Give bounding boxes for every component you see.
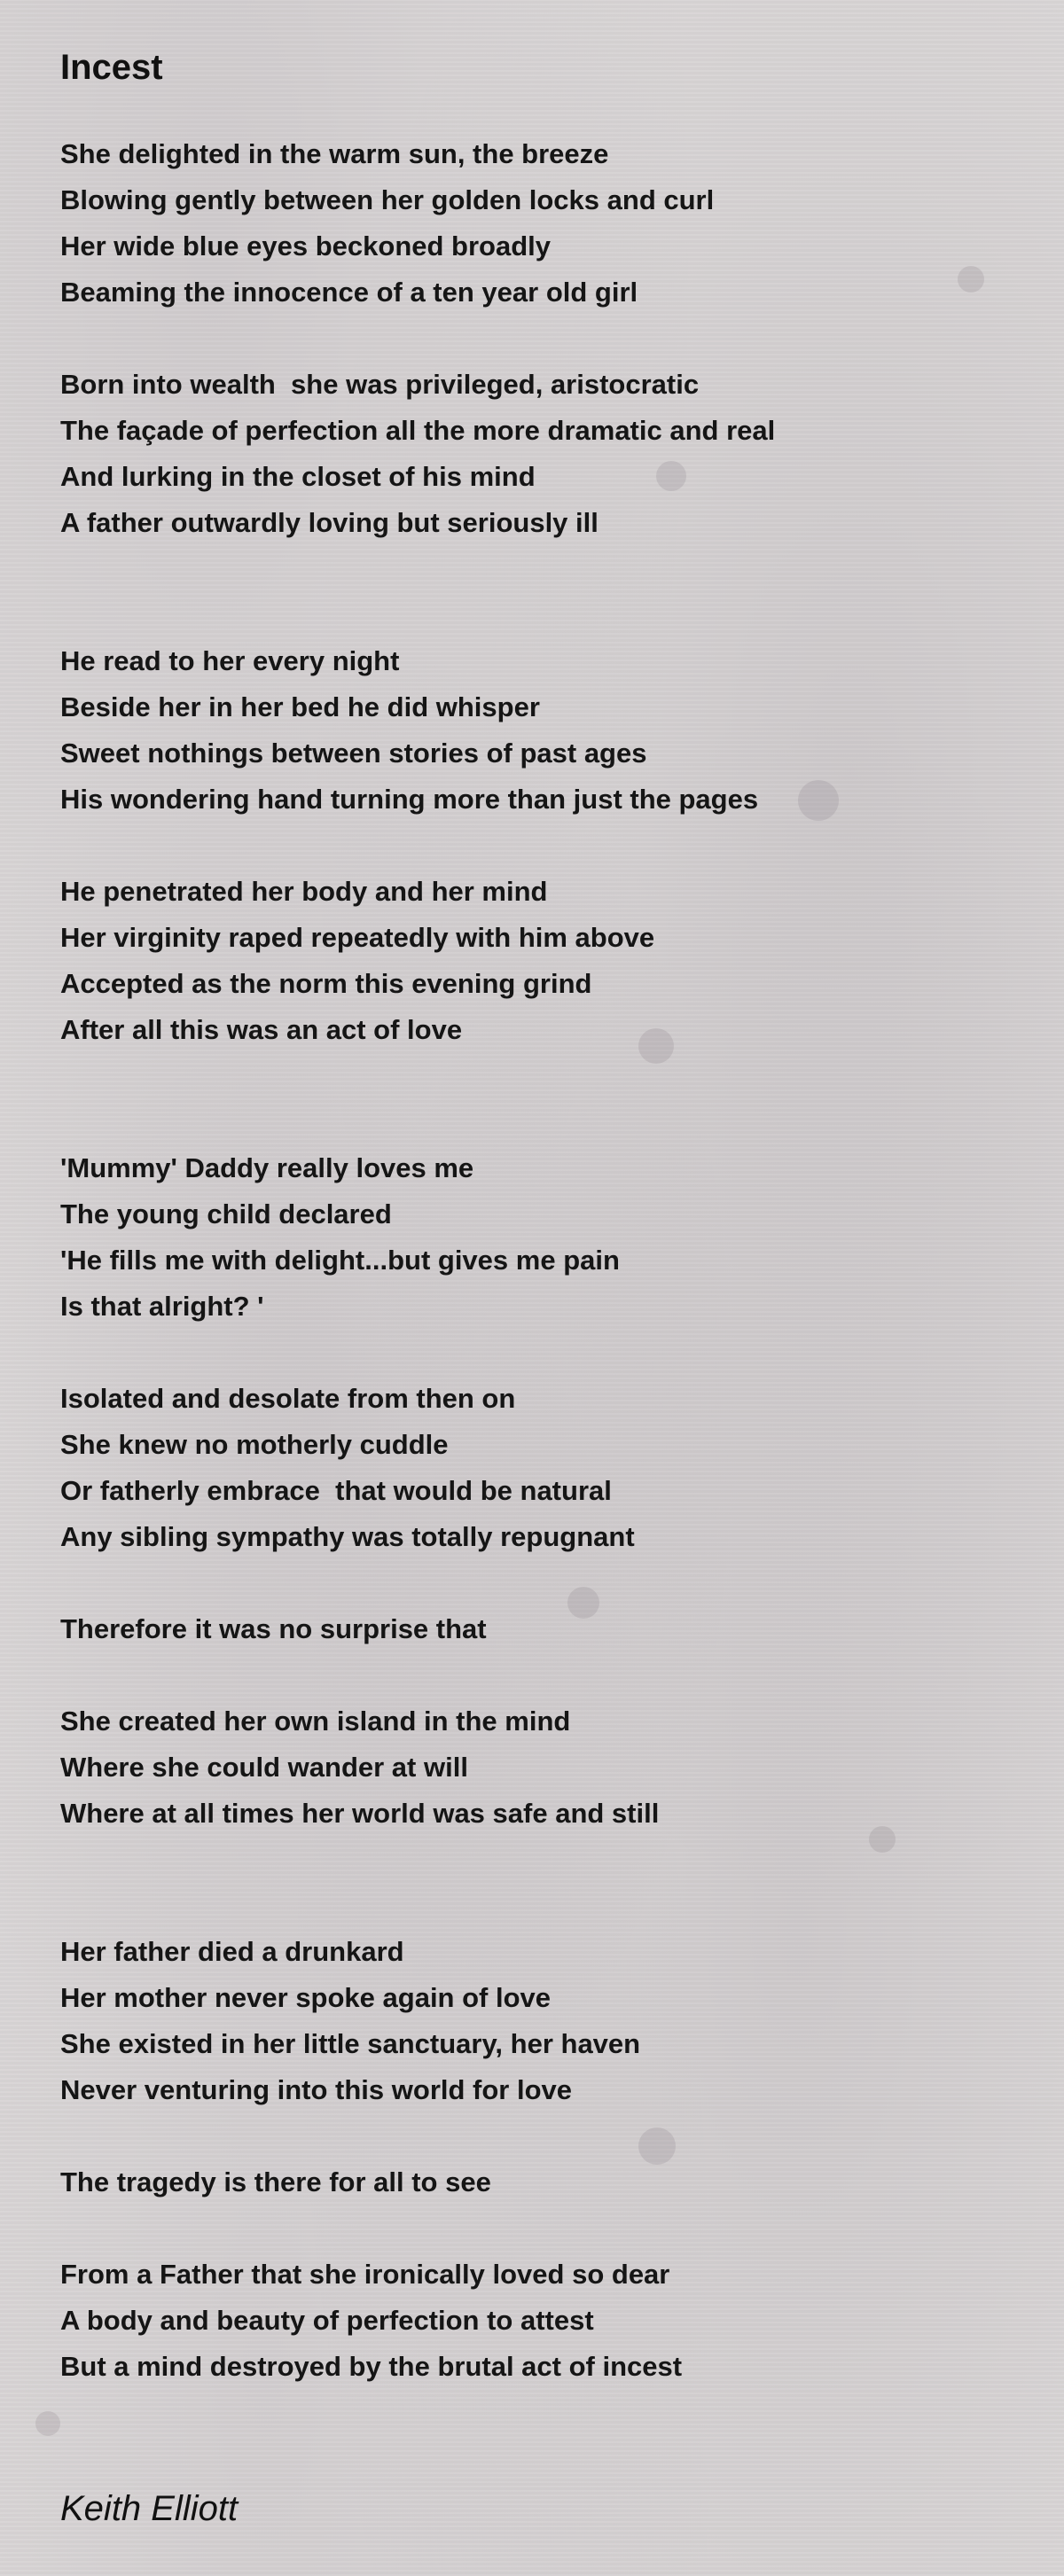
poem-line: She created her own island in the mind [60, 1706, 571, 1737]
poem-line: Isolated and desolate from then on [60, 1383, 516, 1414]
stanza-break [60, 546, 1018, 592]
poem-line: She existed in her little sanctuary, her haven [60, 2028, 641, 2059]
poem-line: The young child declared [60, 1198, 392, 1229]
poem-line: Any sibling sympathy was totally repugnant [60, 1521, 635, 1552]
poem-line: Blowing gently between her golden locks and curl [60, 184, 715, 215]
poem-line: Or fatherly embrace that would be natural [60, 1475, 612, 1506]
poem-container [60, 41, 1018, 2390]
poem-line: Beside her in her bed he did whisper [60, 691, 540, 722]
poem-title: Incest [60, 48, 163, 87]
poem-line: Where she could wander at will [60, 1752, 468, 1783]
poem-line: He read to her every night [60, 645, 400, 676]
stanza-break [60, 1330, 1018, 1376]
stanza-break [60, 1652, 1018, 1698]
poem-line: After all this was an act of love [60, 1014, 463, 1045]
poem-line: Where at all times her world was safe and still [60, 1798, 660, 1829]
poem-line: Sweet nothings between stories of past ages [60, 738, 647, 769]
stanza-break [60, 1099, 1018, 1145]
stanza-break [60, 1883, 1018, 1929]
stanza-break [60, 2205, 1018, 2252]
stanza-break [60, 1560, 1018, 1606]
poem-line: She delighted in the warm sun, the breeze [60, 138, 609, 169]
poem-line: But a mind destroyed by the brutal act of incest [60, 2351, 683, 2382]
poem-line: His wondering hand turning more than just the pages [60, 784, 759, 815]
poem-line: Therefore it was no surprise that [60, 1613, 487, 1644]
poem-line: The façade of perfection all the more dramatic and real [60, 415, 776, 446]
poem-line: Accepted as the norm this evening grind [60, 968, 592, 999]
poem-line: From a Father that she ironically loved so dear [60, 2259, 670, 2290]
poem-line: He penetrated her body and her mind [60, 876, 548, 907]
poem-line: Her virginity raped repeatedly with him above [60, 922, 655, 953]
poem-line: She knew no motherly cuddle [60, 1429, 449, 1460]
poem-line: The tragedy is there for all to see [60, 2166, 491, 2197]
stanza-break [60, 2113, 1018, 2159]
poem-line: Her wide blue eyes beckoned broadly [60, 230, 552, 262]
poem-line: A father outwardly loving but seriously ill [60, 507, 598, 538]
poem-author: Keith Elliott [60, 2489, 239, 2528]
poem-line: Her mother never spoke again of love [60, 1982, 552, 2013]
poem-body [60, 131, 1018, 2390]
stanza-break [60, 592, 1018, 638]
ink-blot [35, 2411, 60, 2436]
poem-line: And lurking in the closet of his mind [60, 461, 536, 492]
stanza-break [60, 1053, 1018, 1099]
stanza-break [60, 823, 1018, 869]
poem-line: Never venturing into this world for love [60, 2074, 573, 2105]
poem-line: Born into wealth she was privileged, aristocratic [60, 369, 700, 400]
poem-line: Beaming the innocence of a ten year old girl [60, 277, 638, 308]
poem-line: A body and beauty of perfection to attest [60, 2305, 594, 2336]
stanza-break [60, 316, 1018, 362]
stanza-break [60, 1837, 1018, 1883]
poem-line: Her father died a drunkard [60, 1936, 404, 1967]
poem-line: 'He fills me with delight...but gives me pain [60, 1245, 620, 1276]
poem-line: 'Mummy' Daddy really loves me [60, 1152, 474, 1183]
poem-line: Is that alright? ' [60, 1291, 264, 1322]
